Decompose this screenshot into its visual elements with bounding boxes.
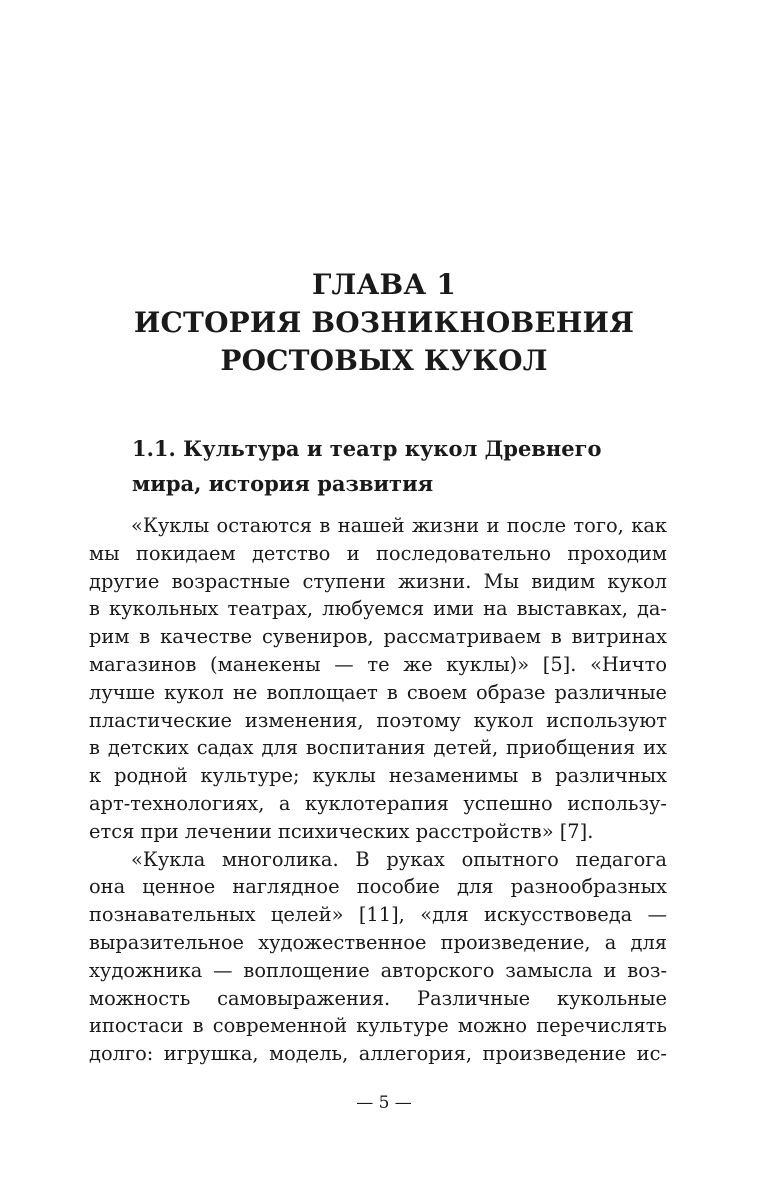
text-line: выразительное художественное произведение, а для	[89, 930, 667, 954]
text-line: ипостаси в современной культуре можно перечислять	[89, 1014, 667, 1038]
text-line: лучше кукол не воплощает в своем образе различные	[89, 680, 667, 704]
section-heading	[132, 431, 692, 501]
text-line: можность самовыражения. Различные кукольные	[89, 986, 667, 1010]
text-line: мы покидаем детство и последовательно проходим	[89, 541, 667, 565]
section-title-line-2: мира, история развития	[132, 471, 434, 496]
text-line: магазинов (манекены — те же куклы)» [5]. «Ничто	[89, 652, 667, 676]
text-line: она ценное наглядное пособие для разнообразных	[89, 875, 667, 899]
text-line: «Куклы остаются в нашей жизни и после того, как	[131, 514, 667, 537]
chapter-title-line-2: РОСТОВЫХ КУКОЛ	[220, 344, 548, 377]
text-line: художника — воплощение авторского замысла и воз-	[89, 958, 667, 982]
section-title-line-1: 1.1. Культура и театр кукол Древнего	[132, 436, 602, 461]
body-text	[89, 512, 667, 1068]
text-line: ется при лечении психических расстройств» [7].	[89, 819, 594, 843]
text-line: в детских садах для воспитания детей, приобщения их	[89, 736, 667, 760]
text-line: познавательных целей» [11], «для искусствоведа —	[89, 903, 667, 927]
text-line: другие возрастные ступени жизни. Мы видим кукол	[89, 569, 667, 593]
page-number: — 5 —	[356, 1093, 412, 1113]
text-line: арт-технологиях, а куклотерапия успешно использу-	[89, 791, 667, 815]
text-line: рим в качестве сувениров, рассматриваем в витринах	[89, 625, 667, 649]
chapter-heading	[0, 266, 768, 380]
text-line: «Кукла многолика. В руках опытного педагога	[131, 847, 667, 871]
text-line: в кукольных театрах, любуемся ими на выставках, да-	[89, 597, 667, 621]
text-line: долго: игрушка, модель, аллегория, произведение ис-	[89, 1042, 667, 1066]
text-line: пластические изменения, поэтому кукол используют	[89, 708, 667, 732]
text-line: к родной культуре; куклы незаменимы в различных	[89, 764, 667, 788]
chapter-title-line-1: ИСТОРИЯ ВОЗНИКНОВЕНИЯ	[133, 306, 635, 339]
chapter-label: ГЛАВА 1	[312, 268, 456, 301]
